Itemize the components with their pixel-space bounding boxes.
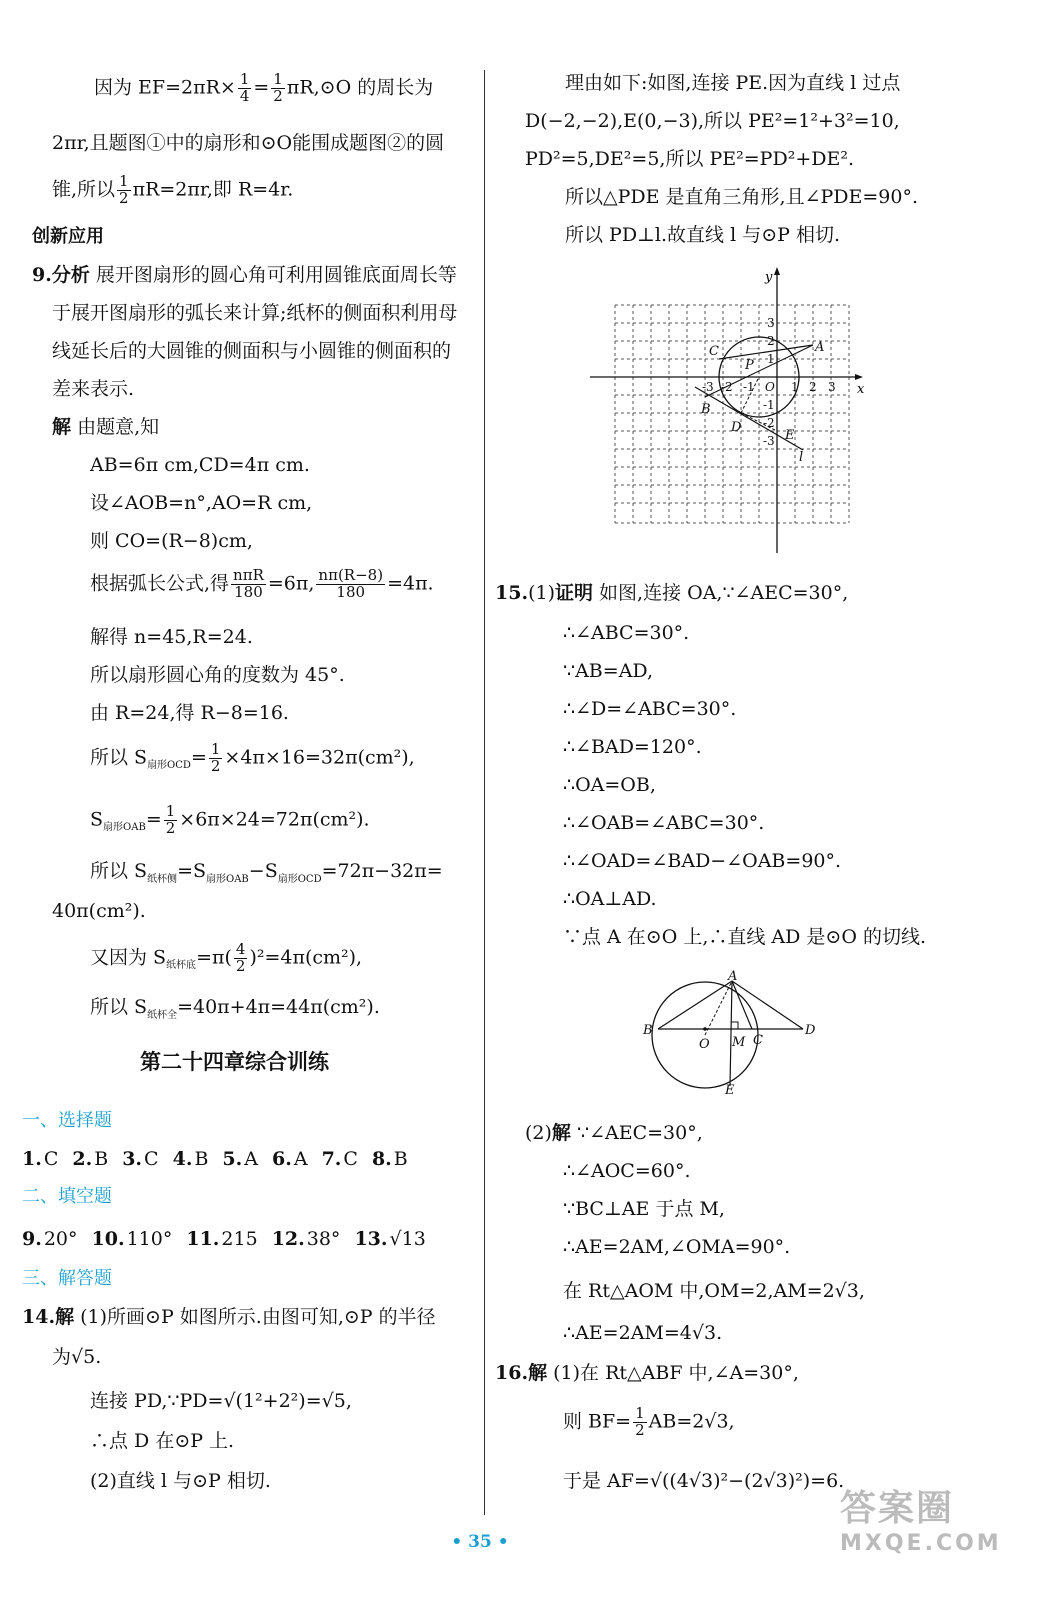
answer-number: 2. [72, 1148, 93, 1170]
solution-line-10: 所以 $S_{纸杯侧}=S_{扇形OAB}-S_{扇形OCD}=72\pi-32\pi=$ [90, 860, 443, 885]
answer-value: √13 [389, 1228, 426, 1250]
q14-reason-1: 理由如下:如图,连接 PE.因为直线 l 过点 [565, 72, 901, 94]
fig15-label-e: E [725, 1083, 735, 1095]
answer-value: 20° [43, 1228, 78, 1250]
q14-line-3: 连接 PD,∵PD=√(1²+2²)=√5, [90, 1390, 352, 1412]
q9-line-2: 于展开图扇形的弧长来计算;纸杯的侧面积利用母 [52, 302, 458, 324]
q8-line-3: 锥,所以 $\frac{1}{2}$ πR=2πr,即 R=4r. [52, 172, 294, 207]
answer-value: C [144, 1148, 159, 1170]
answer-value: A [293, 1148, 308, 1170]
y-tick-label: 2 [767, 334, 775, 348]
y-axis-label: y [765, 270, 773, 285]
q16-line-2: 则 BF= $\frac{1}{2}$ AB=2√3, [563, 1404, 735, 1439]
y-tick-label: -1 [763, 398, 775, 412]
answer-value: B [94, 1148, 109, 1170]
q14-line-4: ∴点 D 在⊙P 上. [90, 1430, 235, 1452]
q15-part2-line-5: 在 Rt△AOM 中,OM=2,AM=2√3, [563, 1280, 865, 1302]
section-innovation: 创新应用 [32, 226, 104, 247]
point-e-label: E [785, 428, 795, 443]
q15-line-10: ∵点 A 在⊙O 上,∴直线 AD 是⊙O 的切线. [563, 926, 926, 948]
answer-number: 12. [271, 1228, 305, 1250]
q9-line-4: 差来表示. [52, 378, 135, 400]
x-tick-label: 1 [791, 380, 799, 394]
fig15-label-o: O [699, 1037, 710, 1052]
point-b-label: B [701, 402, 711, 417]
fill-answers [22, 1228, 440, 1251]
section-answer-questions: 三、解答题 [22, 1268, 112, 1289]
q8-line-2: 2πr,且题图①中的扇形和⊙O能围成题图②的圆 [52, 132, 445, 154]
answer-number: 7. [321, 1148, 342, 1170]
q15-line-8: ∴∠OAD=∠BAD−∠OAB=90°. [563, 850, 842, 872]
solution-line-6: 所以扇形圆心角的度数为 45°. [90, 664, 345, 686]
y-tick-label: 1 [767, 352, 775, 366]
answer-value: A [244, 1148, 258, 1170]
q15-line-6: ∴OA=OB, [563, 774, 656, 796]
fig15-label-b: B [643, 1023, 653, 1038]
chapter-title: 第二十四章综合训练 [140, 1050, 329, 1074]
y-tick-label: -2 [763, 416, 775, 430]
q8-line-1: 因为 EF=2πR× $\frac{1}{4}$ = $\frac{1}{2}$ πR,⊙O 的周长为 [94, 70, 434, 105]
answer-number: 3. [122, 1148, 143, 1170]
column-divider [484, 70, 485, 1515]
q15-part2-line-3: ∵BC⊥AE 于点 M, [563, 1198, 725, 1220]
solution-line-2: 设∠AOB=n°,AO=R cm, [90, 492, 313, 514]
q14-line-5: (2)直线 l 与⊙P 相切. [90, 1470, 271, 1492]
q14-line-1: 14.解 (1)所画⊙P 如图所示.由图可知,⊙P 的半径 [22, 1306, 436, 1328]
coordinate-grid-figure [585, 265, 875, 555]
answer-number: 10. [91, 1228, 125, 1250]
answer-value: B [393, 1148, 408, 1170]
solution-line-7: 由 R=24,得 R−8=16. [90, 702, 289, 724]
solution-line-12: 又因为 $S_{纸杯底}=\pi$( $\frac{4}{2}$ )²=4π(cm²), [90, 940, 363, 975]
y-tick-label: -3 [763, 434, 775, 448]
q14-reason-5: 所以 PD⊥l.故直线 l 与⊙P 相切. [565, 224, 840, 246]
point-d-label: D [731, 420, 742, 435]
q15-part2-line-4: ∴AE=2AM,∠OMA=90°. [563, 1236, 791, 1258]
q15-line-7: ∴∠OAB=∠ABC=30°. [563, 812, 765, 834]
solution-line-8: 所以 $S_{扇形OCD}=$ $\frac{1}{2}$ ×4π×16=32π(cm²), [90, 740, 415, 775]
q14-reason-2: D(−2,−2),E(0,−3),所以 PE²=1²+3²=10, [525, 110, 900, 132]
q16-line-3: 于是 AF=√((4√3)²−(2√3)²)=6. [563, 1470, 845, 1492]
solution-intro: 解 由题意,知 [52, 416, 160, 438]
watermark-logo: 答案圈 MXQE.COM [840, 1488, 1002, 1556]
point-c-label: C [709, 344, 719, 359]
answer-number: 5. [222, 1148, 243, 1170]
solution-line-3: 则 CO=(R−8)cm, [90, 530, 253, 552]
answer-value: 38° [306, 1228, 341, 1250]
line-l-label: l [799, 450, 804, 465]
answer-value: 110° [126, 1228, 173, 1250]
point-p-label: P [745, 358, 754, 373]
page-number: • 35 • [451, 1532, 509, 1552]
origin-label: O [765, 380, 775, 394]
x-tick-label: -1 [743, 380, 755, 394]
answer-number: 11. [186, 1228, 220, 1250]
fig15-label-d: D [805, 1023, 816, 1038]
q14-reason-4: 所以△PDE 是直角三角形,且∠PDE=90°. [565, 186, 919, 208]
y-tick-label: 3 [767, 316, 775, 330]
solution-line-4: 根据弧长公式,得 $\frac{\text{nπR}}{180}$ =6π, $\frac{n\pi(R-8)}{180}$ =4π. [90, 566, 434, 601]
fig15-label-c: C [753, 1033, 763, 1048]
section-fill-in: 二、填空题 [22, 1186, 112, 1207]
answer-number: 4. [172, 1148, 193, 1170]
q14-line-2: 为√5. [52, 1346, 102, 1368]
q15-line-2: ∴∠ABC=30°. [563, 622, 690, 644]
q15-part2-line-1: (2)解 ∵∠AEC=30°, [525, 1122, 703, 1144]
fig15-label-a: A [728, 970, 738, 984]
q9-line-1: 9.分析 展开图扇形的圆心角可利用圆锥底面周长等 [32, 264, 457, 286]
q15-line-5: ∴∠BAD=120°. [563, 736, 702, 758]
q15-line-9: ∴OA⊥AD. [563, 888, 657, 910]
section-multiple-choice: 一、选择题 [22, 1110, 112, 1131]
tangent-figure [635, 970, 835, 1095]
q15-part2-line-2: ∴∠AOC=60°. [563, 1160, 691, 1182]
answer-number: 8. [371, 1148, 392, 1170]
x-axis-label: x [857, 382, 865, 397]
fig15-label-m: M [732, 1035, 746, 1050]
q16-line-1: 16.解 (1)在 Rt△ABF 中,∠A=30°, [495, 1362, 799, 1384]
solution-line-11: 40π(cm²). [52, 900, 146, 922]
solution-line-1: AB=6π cm,CD=4π cm. [90, 454, 310, 476]
answer-value: C [343, 1148, 358, 1170]
answer-number: 9. [22, 1228, 42, 1250]
point-a-label: A [815, 340, 825, 355]
answer-number: 13. [354, 1228, 388, 1250]
x-tick-label: 3 [828, 380, 836, 394]
q15-line-4: ∴∠D=∠ABC=30°. [563, 698, 737, 720]
answer-number: 6. [271, 1148, 292, 1170]
solution-line-13: 所以 $S_{纸杯全}=40\pi+4\pi=44\pi(cm^2)$. [90, 996, 380, 1021]
q15-line-3: ∵AB=AD, [563, 660, 654, 682]
q9-line-3: 线延长后的大圆锥的侧面积与小圆锥的侧面积的 [52, 340, 452, 362]
x-tick-label: 2 [809, 380, 817, 394]
q15-part2-line-6: ∴AE=2AM=4√3. [563, 1322, 723, 1344]
answer-value: B [194, 1148, 209, 1170]
x-tick-label: -3 [702, 380, 714, 394]
mc-answers [22, 1148, 422, 1171]
answer-value: 215 [221, 1228, 258, 1250]
q15-line-1: 15.(1)证明 如图,连接 OA,∵∠AEC=30°, [495, 582, 849, 604]
solution-line-5: 解得 n=45,R=24. [90, 626, 253, 648]
solution-line-9: $S_{扇形OAB}=$ $\frac{1}{2}$ ×6π×24=72π(cm²). [90, 802, 370, 837]
answer-number: 1. [22, 1148, 42, 1170]
answer-value: C [43, 1148, 59, 1170]
x-tick-label: -2 [721, 380, 733, 394]
q14-reason-3: PD²=5,DE²=5,所以 PE²=PD²+DE². [525, 148, 854, 170]
